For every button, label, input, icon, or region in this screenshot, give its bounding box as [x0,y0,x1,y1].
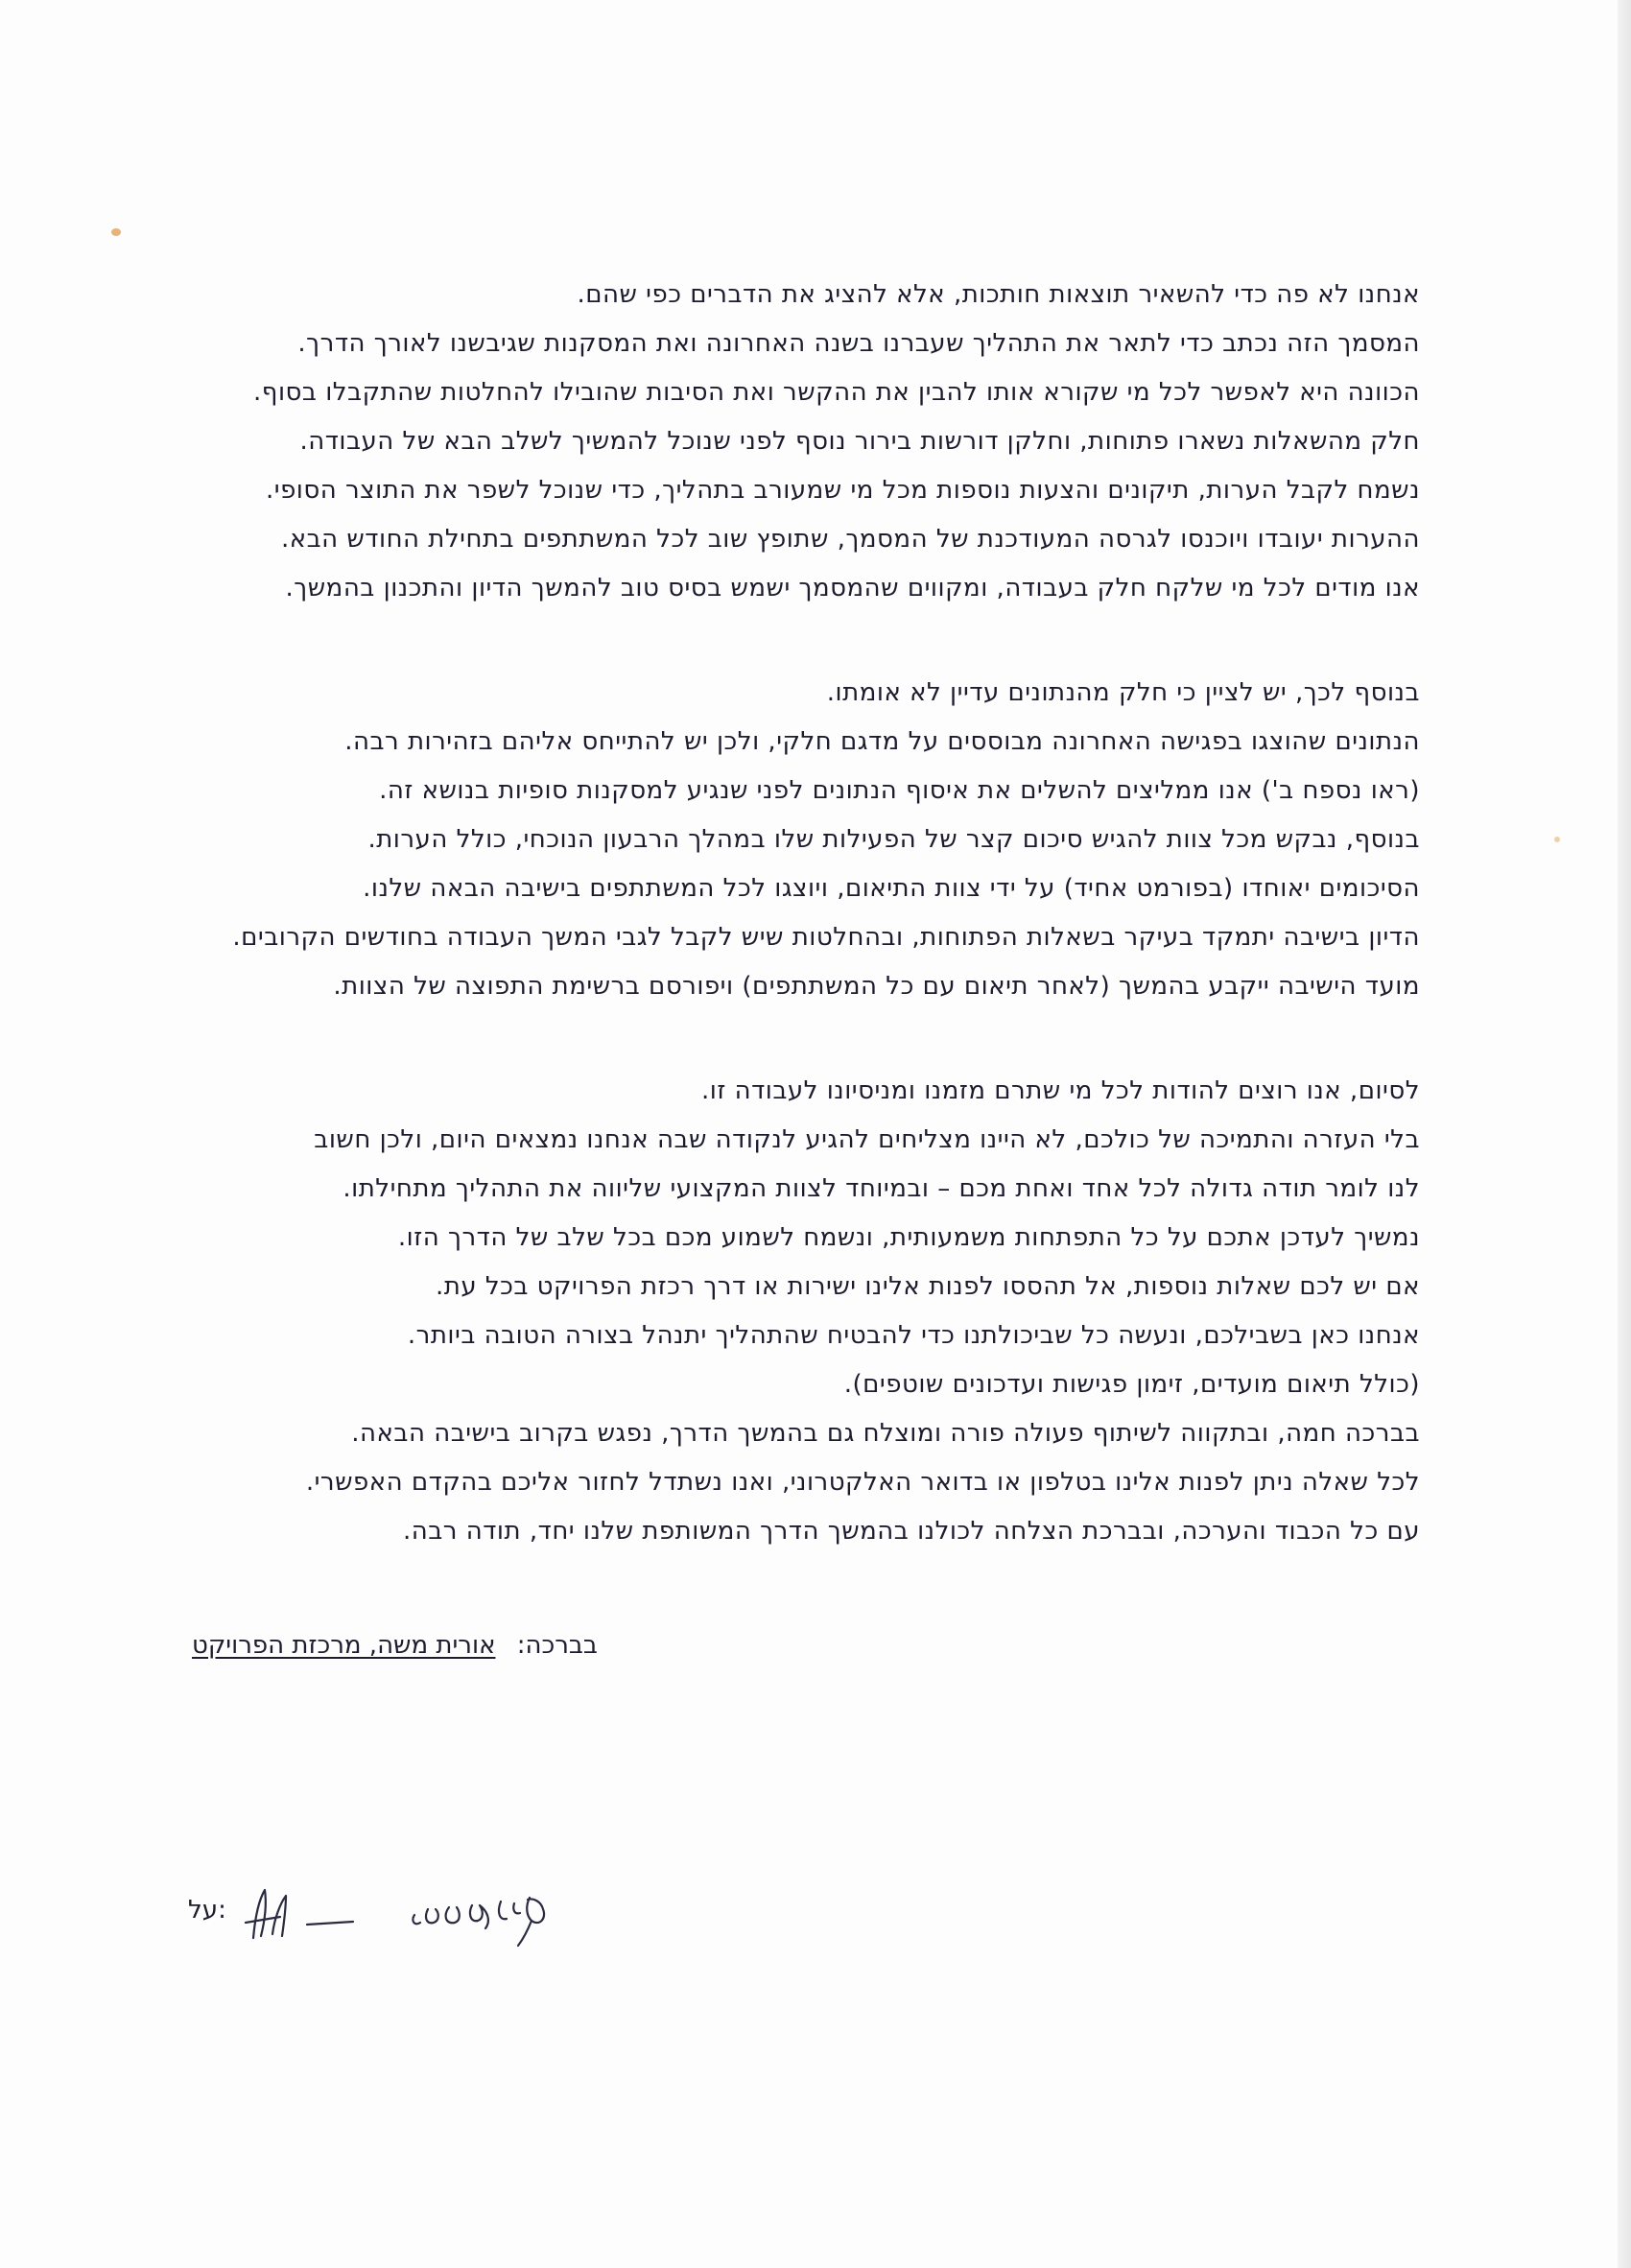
paragraph-1 [192,271,1420,613]
text-line: לנו לומר תודה גדולה לכל אחד ואחת מכם – ובמיוחד לצוות המקצועי שליווה את התהליך מתחילתו. [343,1174,1420,1203]
text-line: בברכה חמה, ובתקווה לשיתוף פעולה פורה ומוצלח גם בהמשך הדרך, נפגש בקרוב בישיבה הבאה. [351,1419,1420,1448]
signoff-name: אורית משה, מרכזת הפרויקט [192,1631,496,1660]
text-line: בנוסף, נבקש מכל צוות להגיש סיכום קצר של הפעילות שלו במהלך הרבעון הנוכחי, כולל הערות. [367,825,1420,854]
text-line: הדיון בישיבה יתמקד בעיקר בשאלות הפתוחות, ובהחלטות שיש לקבל לגבי המשך העבודה בחודשים הקרובים. [232,923,1420,952]
paragraph-gap [192,1011,1420,1067]
text-line: הכוונה היא לאפשר לכל מי שקורא אותו להבין את ההקשר ואת הסיבות שהובילו להחלטות שהתקבלו בסוף. [253,378,1420,407]
text-line: מועד הישיבה ייקבע בהמשך (לאחר תיאום עם כל המשתתפים) ויפורסם ברשימת התפוצה של הצוות. [333,972,1420,1001]
scan-edge [1618,0,1631,2268]
text-line: אנו מודים לכל מי שלקח חלק בעבודה, ומקווים שהמסמך ישמש בסיס טוב להמשך הדיון והתכנון בהמשך. [285,574,1420,602]
paragraph-gap [192,613,1420,669]
letter-body [192,271,1420,1556]
paragraph-2 [192,669,1420,1011]
text-line: בנוסף לכך, יש לציין כי חלק מהנתונים עדיין לא אומתו. [826,678,1420,707]
text-line: עם כל הכבוד והערכה, ובברכת הצלחה לכולנו בהמשך הדרך המשותפת שלנו יחד, תודה רבה. [403,1517,1420,1546]
text-line: הסיכומים יאוחדו (בפורמט אחיד) על ידי צוות התיאום, ויוצגו לכל המשתתפים בישיבה הבאה שלנו. [363,874,1420,903]
scan-speck [111,228,121,236]
paragraph-3 [192,1067,1420,1556]
signature-label: על: [188,1896,226,1925]
text-line: בלי העזרה והתמיכה של כולכם, לא היינו מצליחים להגיע לנקודה שבה אנחנו נמצאים היום, ולכן חשוב [314,1125,1420,1154]
text-line: ההערות יעובדו ויוכנסו לגרסה המעודכנת של המסמך, שתופץ שוב לכל המשתתפים בתחילת החודש הבא. [280,525,1420,554]
scan-speck [1554,837,1560,842]
text-line: אם יש לכם שאלות נוספות, אל תהססו לפנות אלינו ישירות או דרך רכזת הפרויקט בכל עת. [435,1272,1420,1301]
text-line: אנחנו כאן בשבילכם, ונעשה כל שביכולתנו כדי להבטיח שהתהליך יתנהל בצורה הטובה ביותר. [407,1321,1420,1350]
text-line: (ראו נספח ב') אנו ממליצים להשלים את איסוף הנתונים לפני שנגיע למסקנות סופיות בנושא זה. [379,776,1420,805]
text-line: נמשיך לעדכן אתכם על כל התפתחות משמעותית, ונשמח לשמוע מכם בכל שלב של הדרך הזו. [397,1223,1420,1252]
text-line: חלק מהשאלות נשארו פתוחות, וחלקן דורשות בירור נוסף לפני שנוכל להמשיך לשלב הבא של העבודה. [299,427,1420,456]
signoff [192,1631,598,1660]
text-line: הנתונים שהוצגו בפגישה האחרונה מבוססים על מדגם חלקי, ולכן יש להתייחס אליהם בזהירות רבה. [344,727,1420,756]
text-line: לסיום, אנו רוצים להודות לכל מי שתרם מזמנו ומניסיונו לעבודה זו. [700,1076,1420,1105]
text-line: נשמח לקבל הערות, תיקונים והצעות נוספות מכל מי שמעורב בתהליך, כדי שנוכל לשפר את התוצר הסופי. [265,476,1420,505]
text-line: (כולל תיאום מועדים, זימון פגישות ועדכונים שוטפים). [843,1370,1420,1399]
handwritten-signature [226,1878,629,1965]
text-line: אנחנו לא פה כדי להשאיר תוצאות חותכות, אלא להציג את הדברים כפי שהם. [577,280,1420,309]
text-line: המסמך הזה נכתב כדי לתאר את התהליך שעברנו בשנה האחרונה ואת המסקנות שגיבשנו לאורך הדרך. [297,329,1420,358]
text-line: לכל שאלה ניתן לפנות אלינו בטלפון או בדואר האלקטרוני, ואנו נשתדל לחזור אליכם בהקדם האפשרי. [305,1468,1420,1497]
signoff-label: בברכה: [516,1631,598,1660]
signature-block [188,1878,649,1965]
